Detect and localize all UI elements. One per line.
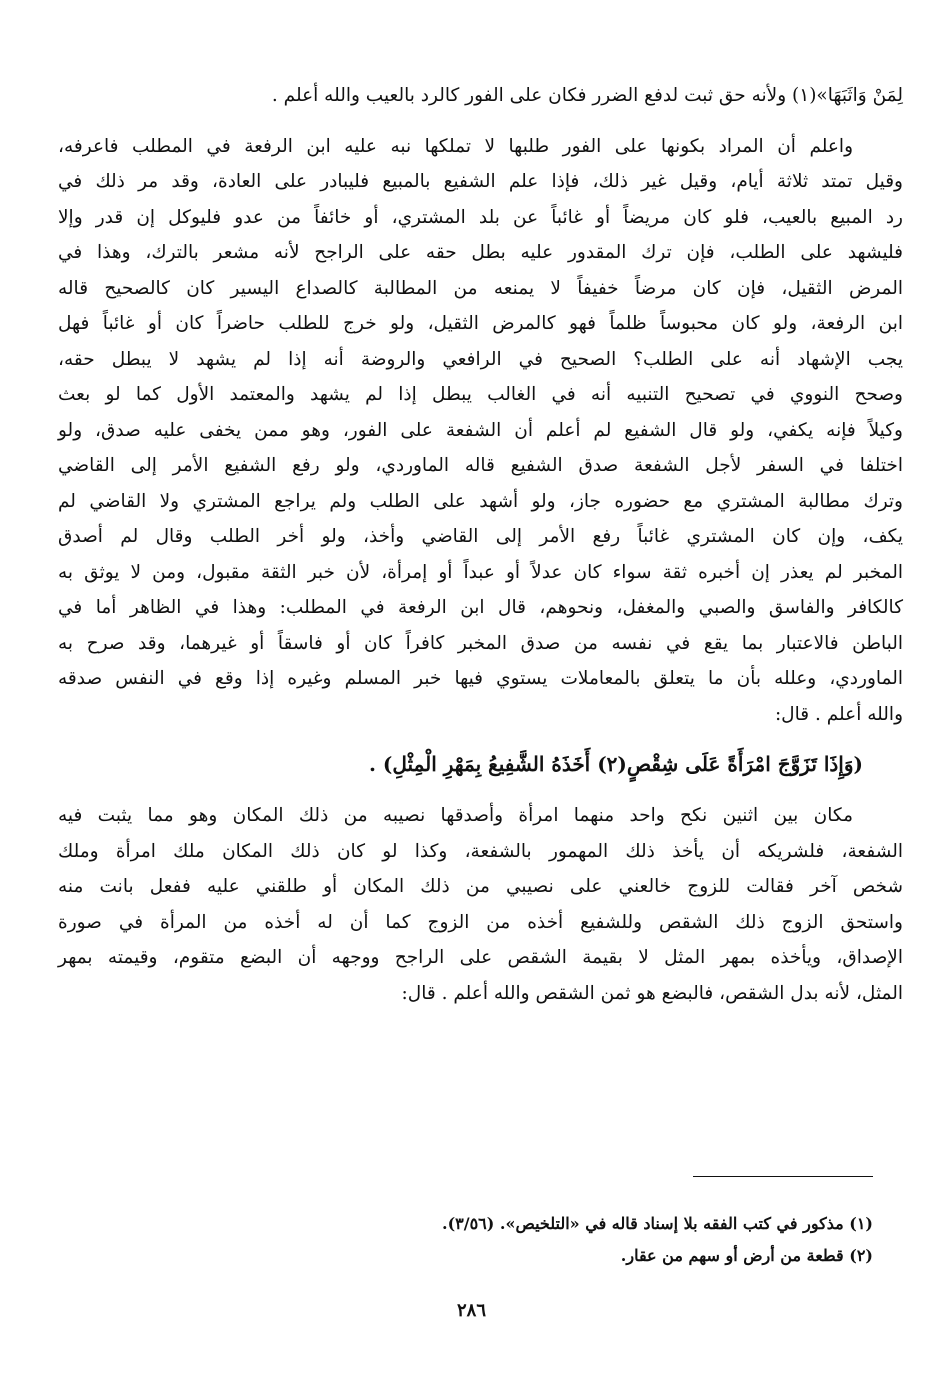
text-line: رد المبيع بالعيب، فلو كان مريضاً أو غائباً عن بلد المشتري، أو خائفاً من عدو فليوكل إن قدر وإلا <box>58 206 903 228</box>
text-line: الإصداق، ويأخذه بمهر المثل لا بقيمة الشقص على الراجح ووجهه أن البضع متقوم، وقيمته بمهر <box>58 947 903 968</box>
text-line: وصحح النووي في تصحيح التنبيه أنه في الغالب يبطل إذا لم يشهد والمعتمد الأول كما لو بعث <box>58 384 903 405</box>
text-line: وترك مطالبة المشتري مع حضوره جاز، ولو أشهد على الطلب ولم يراجع المشتري ولا القاضي لم <box>58 490 903 512</box>
footnotes <box>442 1208 873 1272</box>
text-line: وقيل تمتد ثلاثة أيام، وقيل غير ذلك، فإذا علم الشفيع بالمبيع فليبادر على العادة، وقد مر ذلك في <box>58 171 903 192</box>
text-line: ابن الرفعة، ولو كان محبوساً ظلماً فهو كالمرض الثقيل، ولو خرج للطلب حاضراً كان أو غائباً فهل <box>58 313 903 334</box>
text-line: واستحق الزوج ذلك الشقص وللشفيع أخذه من الزوج كما أن له أخذه من المرأة في صورة <box>58 911 903 933</box>
text-line: فليشهد على الطلب، فإن ترك المقدور عليه بطل حقه على الراجح لأنه مشعر بالترك، وهذا في <box>58 242 903 263</box>
text-line: واعلم أن المراد بكونها على الفور طلبها لا تملكها نبه عليه ابن الرفعة في المطلب فاعرفه، <box>58 135 853 157</box>
text-line: مكان بين اثنين نكح واحد منهما امرأة وأصدقها نصيبه من ذلك المكان وهو مما يثبت فيه <box>58 805 853 826</box>
text-line: الباطن فالاعتبار بما يقع في نفسه من صدق المخبر كافراً كان أو فاسقاً أو غيرهما، وقد صرح به <box>58 632 903 654</box>
footnote-1: (١) مذكور في كتب الفقه بلا إسناد قاله في «التلخيص». (٣/٥٦). <box>442 1214 873 1233</box>
text-line: كالكافر والفاسق والصبي والمغفل، ونحوهم، قال ابن الرفعة في المطلب: وهذا في الظاهر أما في <box>58 597 903 618</box>
text-line: والله أعلم . قال: <box>774 703 903 725</box>
text-line: المثل، لأنه بدل الشقص، فالبضع هو ثمن الشقص والله أعلم . قال: <box>401 982 903 1004</box>
text-line: المرض الثقيل، فإن كان مرضاً خفيفاً لا يمنعه من المطالبة كالصداع اليسير كان كالصحيح قاله <box>58 277 903 299</box>
paragraph-2 <box>58 798 903 1011</box>
text-line: شخص آخر فقالت للزوج خالعني على نصيبي من ذلك المكان أو طلقني عليه ففعل بانت منه <box>58 876 903 897</box>
text-line: الشفعة، فلشريكه أن يأخذ ذلك المهمور بالشفعة، وكذا لو كان ذلك المكان ملك امرأة وملك <box>58 840 903 862</box>
text-line: وكيلاً فإنه يكفي، ولو قال الشفيع لم أعلم أن الشفعة على الفور، وهو ممن يخفى عليه صدق، ولو <box>58 419 903 441</box>
text-line: يكف، وإن كان المشتري غائباً رفع الأمر إلى القاضي وأخذ، ولو أخر الطلب وقال لم أصدق <box>58 526 903 547</box>
paragraph-1 <box>58 129 903 733</box>
matn-heading: (وَإِذَا تَزَوَّجَ امْرَأَةً عَلَى شِقْصٍ(٢) أَخَذَهُ الشَّفِيعُ بِمَهْرِ الْمِثْلِ) . <box>369 752 863 776</box>
text-line: الماوردي، وعلله بأن ما يتعلق بالمعاملات يستوي فيها خبر المسلم وغيره إذا وقع في النفس صدقه <box>58 668 903 689</box>
opening-line: لِمَنْ وَاثَبَهَا»(١) ولأنه حق ثبت لدفع الضرر فكان على الفور كالرد بالعيب والله أعلم . <box>271 85 903 106</box>
text-line: اختلفا في السفر لأجل الشفعة صدق الشفيع قاله الماوردي، ولو رفع الشفيع الأمر إلى القاضي <box>58 455 903 476</box>
page-body <box>58 78 903 1011</box>
footnote-divider <box>693 1176 873 1177</box>
text-line: يجب الإشهاد أنه على الطلب؟ الصحيح في الرافعي والروضة أنه إذا لم يشهد لا يبطل حقه، <box>58 348 903 370</box>
text-line: المخبر لم يعذر إن أخبره ثقة سواء كان عدلاً أو عبداً أو إمرأة، لأن خبر الثقة مقبول، ومن لا يوثق به <box>58 561 903 583</box>
page-number: ٢٨٦ <box>456 1300 486 1321</box>
footnote-2: (٢) قطعة من أرض أو سهم من عقار. <box>620 1246 873 1265</box>
